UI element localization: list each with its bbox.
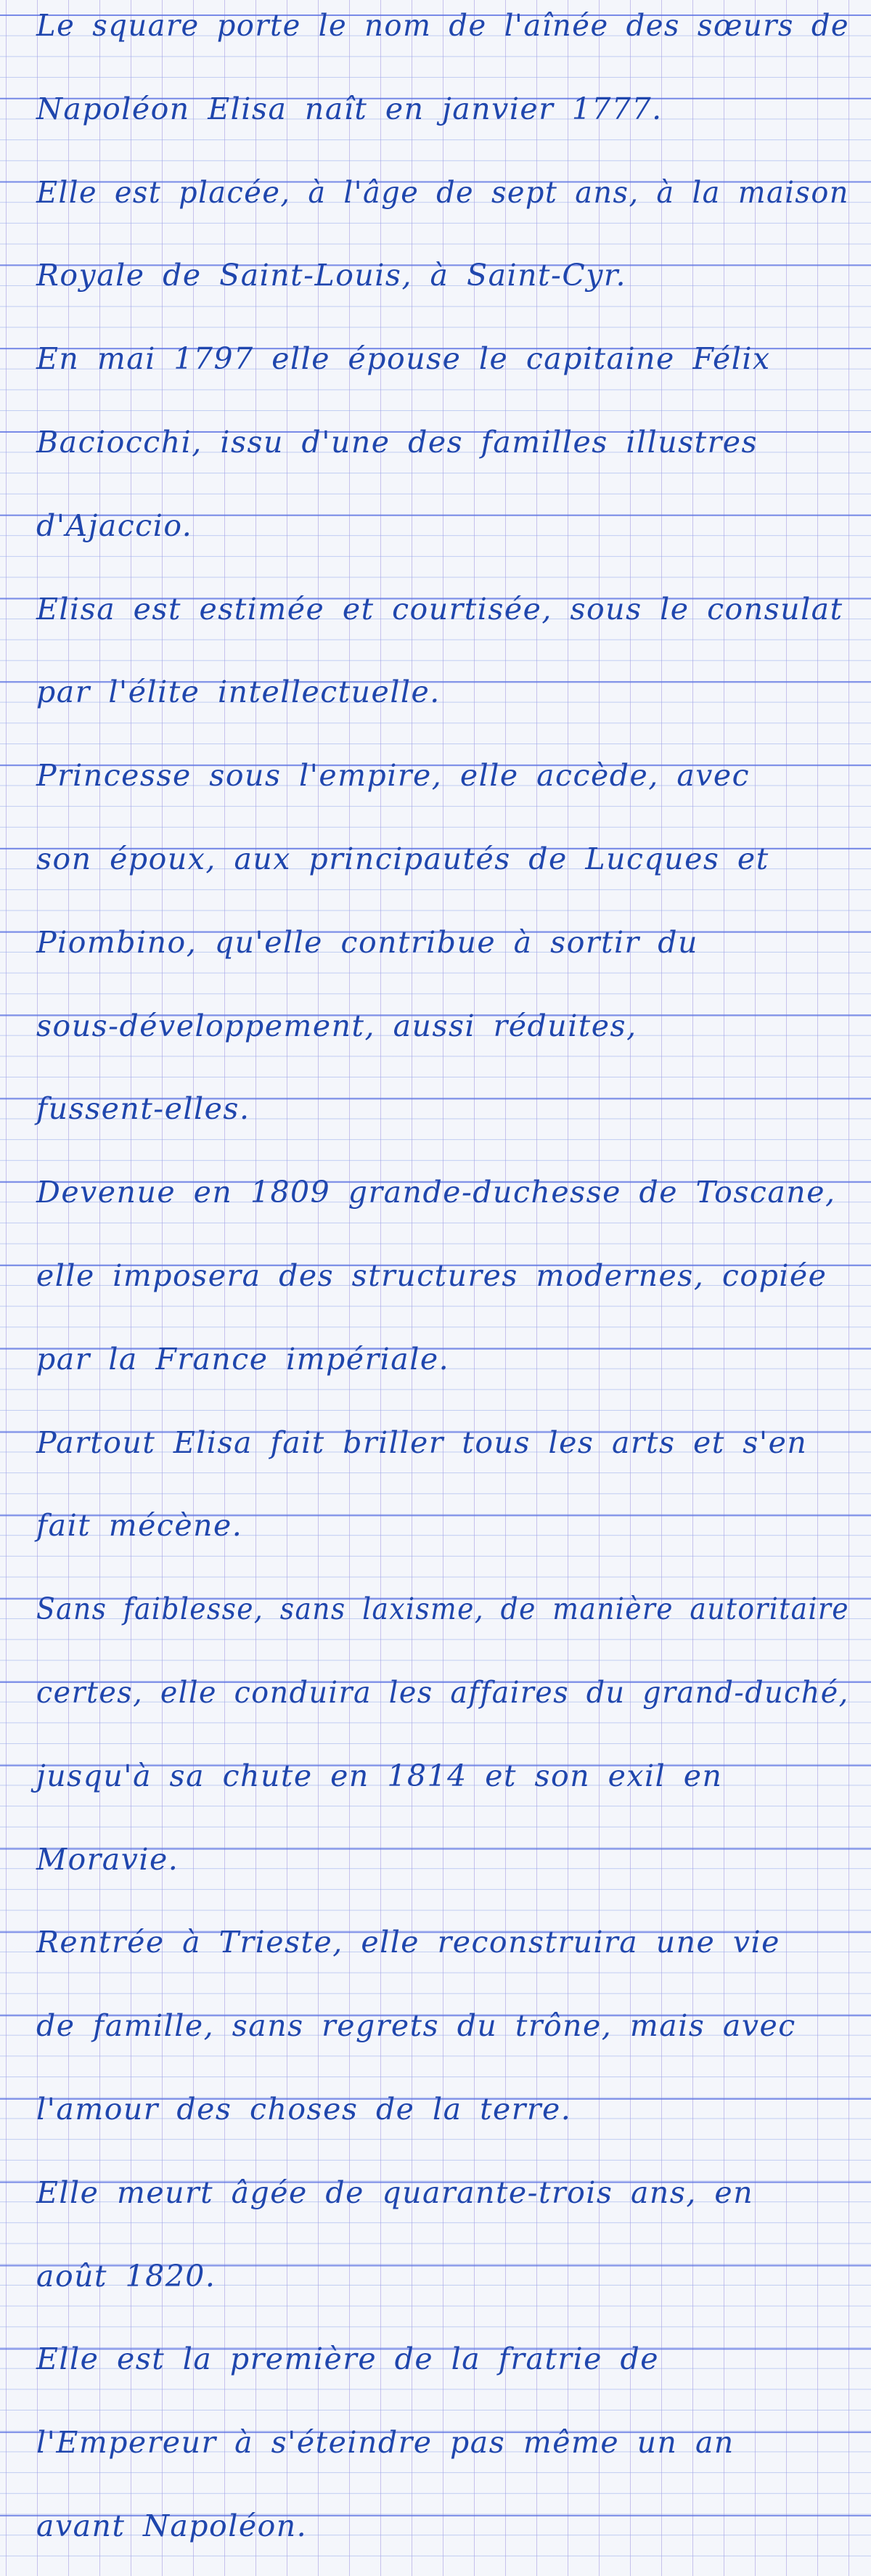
text-line: Baciocchi, issu d'une des familles illustres xyxy=(36,425,758,460)
text-line: Le square porte le nom de l'aînée des sœurs de xyxy=(36,8,850,43)
text-line: d'Ajaccio. xyxy=(36,508,193,543)
text-line: Moravie. xyxy=(36,1841,179,1877)
text-line: Napoléon Elisa naît en janvier 1777. xyxy=(36,91,663,126)
text-line: jusqu'à sa chute en 1814 et son exil en xyxy=(36,1758,723,1793)
text-line: août 1820. xyxy=(36,2258,216,2294)
text-line: Princesse sous l'empire, elle accède, avec xyxy=(36,758,751,794)
text-line: Devenue en 1809 grande-duchesse de Toscane, xyxy=(36,1175,836,1210)
text-line: Elle est placée, à l'âge de sept ans, à la maison xyxy=(36,174,849,210)
text-line: fait mécène. xyxy=(36,1508,243,1544)
text-line: de famille, sans regrets du trône, mais avec xyxy=(36,2008,796,2044)
text-line: certes, elle conduira les affaires du grand-duché, xyxy=(36,1675,849,1710)
text-line: Piombino, qu'elle contribue à sortir du xyxy=(36,924,698,960)
text-line: Royale de Saint-Louis, à Saint-Cyr. xyxy=(36,258,627,293)
text-line: son époux, aux principautés de Lucques et xyxy=(36,841,769,876)
text-line: sous-développement, aussi réduites, xyxy=(36,1008,637,1043)
text-line: Rentrée à Trieste, elle reconstruira une vie xyxy=(36,1925,780,1960)
text-line: par la France impériale. xyxy=(36,1341,450,1377)
text-line: Elisa est estimée et courtisée, sous le consulat xyxy=(36,591,843,627)
text-line: Partout Elisa fait briller tous les arts et s'en xyxy=(36,1424,808,1460)
text-line: elle imposera des structures modernes, copiée xyxy=(36,1258,827,1293)
text-line: par l'élite intellectuelle. xyxy=(36,674,441,710)
text-line: Sans faiblesse, sans laxisme, de manière autoritaire xyxy=(36,1591,849,1627)
text-line: fussent-elles. xyxy=(36,1091,250,1127)
text-line: Elle meurt âgée de quarante-trois ans, en xyxy=(36,2174,754,2210)
text-line: En mai 1797 elle épouse le capitaine Félix xyxy=(36,341,771,377)
text-line: l'Empereur à s'éteindre pas même un an xyxy=(36,2425,735,2461)
text-line: l'amour des choses de la terre. xyxy=(36,2092,572,2127)
text-line: Elle est la première de la fratrie de xyxy=(36,2341,659,2377)
text-line: avant Napoléon. xyxy=(36,2508,308,2543)
